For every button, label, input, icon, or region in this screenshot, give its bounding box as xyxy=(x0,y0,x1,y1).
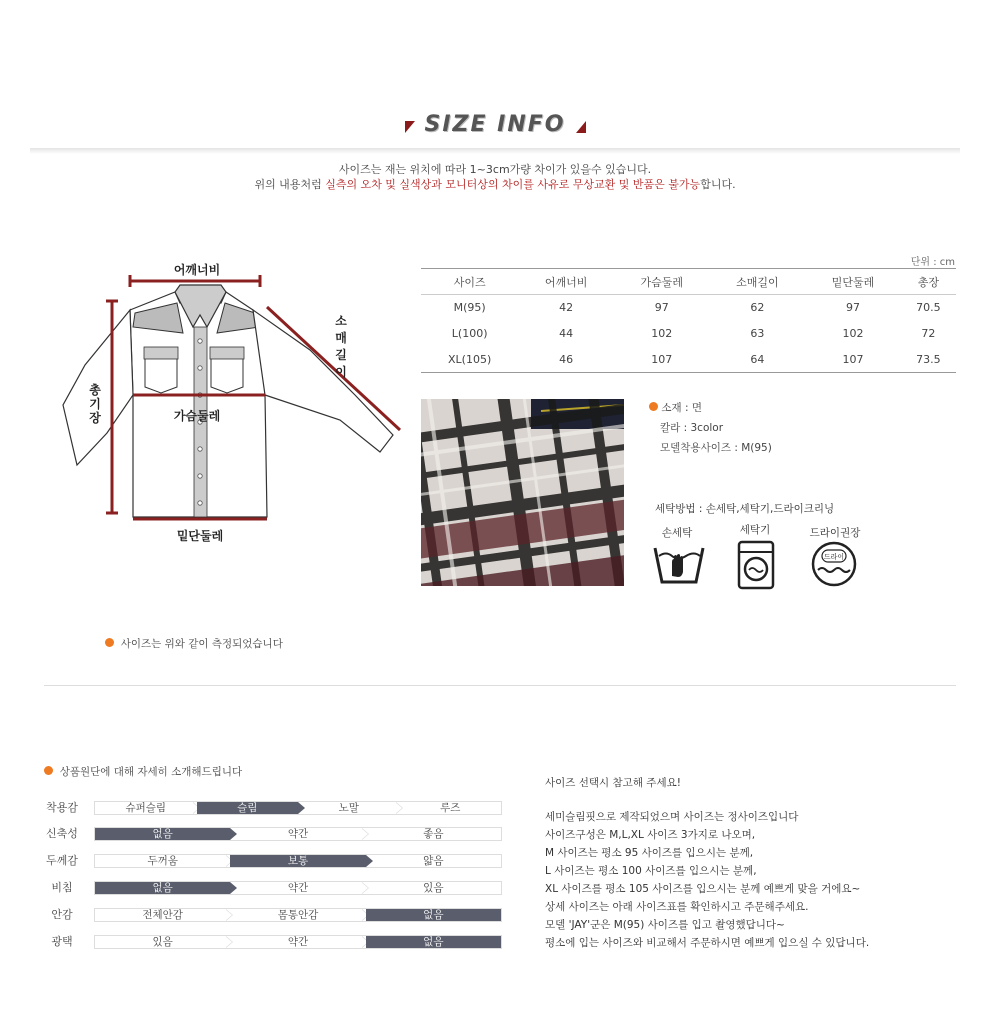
material-fabric-text: 소재 : 면 xyxy=(661,402,702,414)
fabric-closeup-image xyxy=(421,399,624,586)
svg-text:이: 이 xyxy=(335,365,347,379)
property-scale-bar xyxy=(94,801,502,815)
material-color: 칼라 : 3color xyxy=(660,422,724,434)
title-left-triangle-icon xyxy=(405,121,415,133)
table-cell: 107 xyxy=(805,347,901,373)
table-cell: 102 xyxy=(842,327,864,340)
svg-text:매: 매 xyxy=(335,331,347,345)
property-scale-bar xyxy=(94,854,502,868)
property-option: 노말 xyxy=(338,802,359,814)
property-option: 약간 xyxy=(287,936,309,948)
notice-text-end: 합니다. xyxy=(700,178,736,191)
svg-text:길: 길 xyxy=(335,348,347,362)
wash-dry-label: 드라이권장 xyxy=(809,527,861,539)
sleeve-label xyxy=(335,314,347,379)
property-option: 있음 xyxy=(152,936,173,948)
fabric-properties-title-text: 상품원단에 대해 자세히 소개해드립니다 xyxy=(59,766,243,778)
notice-warning-text: 실측의 오차 및 실색상과 모니터상의 차이를 사유로 무상교환 및 반품은 불가능 xyxy=(325,178,701,191)
wash-machine-label: 세탁기 xyxy=(739,524,771,536)
property-option-selected: 없음 xyxy=(95,828,230,840)
table-cell: 70.5 xyxy=(916,301,941,315)
table-cell: L(100) xyxy=(451,327,488,340)
property-row xyxy=(44,800,504,816)
size-table xyxy=(421,268,956,373)
hand-wash-icon xyxy=(652,542,706,588)
property-option-selected: 보통 xyxy=(230,855,365,867)
description-line: XL 사이즈를 평소 105 사이즈를 입으시는 분께 예쁘게 맞을 거에요~ xyxy=(545,883,861,895)
shirt-pocket-flap-left xyxy=(144,347,178,359)
property-option: 얇음 xyxy=(423,855,444,867)
property-option: 두꺼움 xyxy=(147,855,178,867)
property-scale-bar xyxy=(94,881,502,895)
property-option: 좋음 xyxy=(423,828,444,840)
property-option: 전체안감 xyxy=(142,909,183,921)
description-line: 세미슬림핏으로 제작되었으며 사이즈는 정사이즈입니다 xyxy=(545,811,799,823)
orange-bullet-icon xyxy=(649,402,658,411)
property-option: 있음 xyxy=(423,882,444,894)
property-scale-bar xyxy=(94,908,502,922)
property-option-selected: 없음 xyxy=(95,882,230,894)
size-notice-line2 xyxy=(0,176,990,192)
table-cell: 72 xyxy=(921,327,936,340)
table-cell: 44 xyxy=(559,327,574,340)
property-option-selected: 없음 xyxy=(366,909,501,921)
property-option: 약간 xyxy=(287,882,309,894)
title-right-triangle-icon xyxy=(576,121,586,133)
property-option-selected: 없음 xyxy=(366,936,501,948)
table-cell: M(95) xyxy=(453,301,486,315)
table-cell: 42 xyxy=(559,301,574,315)
shoulder-label: 어깨너비 xyxy=(173,263,221,277)
header-hem: 밑단둘레 xyxy=(805,269,901,295)
measure-note-text: 사이즈는 위와 같이 측정되었습니다 xyxy=(120,638,283,650)
description-line: 사이즈구성은 M,L,XL 사이즈 3가지로 나오며, xyxy=(545,829,756,841)
table-cell: 64 xyxy=(710,347,806,373)
description-line: L 사이즈는 평소 100 사이즈를 입으시는 분께, xyxy=(545,865,757,877)
table-row xyxy=(421,321,956,347)
svg-text:장: 장 xyxy=(89,411,101,425)
header-size: 사이즈 xyxy=(421,269,518,295)
header-shoulder: 어깨너비 xyxy=(518,269,614,295)
wash-method-title: 세탁방법 : 손세탁,세탁기,드라이크리닝 xyxy=(655,503,835,515)
property-row xyxy=(44,880,504,896)
section-divider xyxy=(44,685,956,686)
property-option: 약간 xyxy=(287,828,309,840)
svg-text:기: 기 xyxy=(89,397,101,411)
description-body xyxy=(545,808,869,952)
property-option: 슈퍼슬림 xyxy=(125,802,167,814)
fabric-properties-title xyxy=(44,764,242,779)
table-cell: 63 xyxy=(750,327,765,340)
description-line: 상세 사이즈는 아래 사이즈표를 확인하시고 주문해주세요. xyxy=(545,901,809,913)
table-cell: 73.5 xyxy=(901,347,956,373)
header-length: 총장 xyxy=(901,269,956,295)
section-title xyxy=(0,112,990,137)
table-cell: 62 xyxy=(750,301,765,315)
table-row xyxy=(421,347,956,373)
orange-bullet-icon xyxy=(44,766,53,775)
property-row xyxy=(44,907,504,923)
chest-label: 가슴둘레 xyxy=(173,409,221,423)
header-sleeve: 소매길이 xyxy=(710,269,806,295)
property-option-selected: 슬림 xyxy=(197,802,299,814)
material-model-size: 모델착용사이즈 : M(95) xyxy=(660,442,772,454)
property-label: 비침 xyxy=(51,881,73,894)
property-row xyxy=(44,826,504,842)
shirt-right-sleeve xyxy=(253,310,393,452)
wash-hand-label: 손세탁 xyxy=(661,527,693,539)
property-label: 신축성 xyxy=(46,827,78,840)
property-scale-bar xyxy=(94,827,502,841)
dry-icon-text: 드라이 xyxy=(823,553,845,561)
property-option: 루즈 xyxy=(440,802,461,814)
notice-text: 위의 내용처럼 xyxy=(254,178,326,191)
table-cell: XL(105) xyxy=(421,347,518,373)
shirt-pocket-flap-right xyxy=(210,347,244,359)
property-label: 두께감 xyxy=(46,854,78,867)
property-label: 광택 xyxy=(51,935,73,948)
header-chest: 가슴둘레 xyxy=(614,269,710,295)
svg-text:소: 소 xyxy=(335,314,347,328)
size-info-title: SIZE INFO xyxy=(424,112,566,137)
table-cell: 97 xyxy=(654,301,669,315)
table-cell: 46 xyxy=(518,347,614,373)
orange-bullet-icon xyxy=(105,638,114,647)
description-heading: 사이즈 선택시 참고해 주세요! xyxy=(545,777,681,789)
property-label: 안감 xyxy=(51,908,73,921)
table-cell: 107 xyxy=(614,347,710,373)
property-scale-bar xyxy=(94,935,502,949)
property-option: 몸통안감 xyxy=(277,909,319,921)
table-cell: 102 xyxy=(651,327,673,340)
size-table-header-row xyxy=(421,269,956,295)
description-line: 평소에 입는 사이즈와 비교해서 주문하시면 예쁘게 입으실 수 있답니다. xyxy=(545,937,870,949)
measure-note xyxy=(105,636,283,651)
washing-machine-icon xyxy=(737,540,775,590)
shirt-measurement-diagram xyxy=(55,255,415,555)
property-row xyxy=(44,853,504,869)
unit-label: 단위 : cm xyxy=(910,257,955,268)
total-length-label xyxy=(89,382,101,425)
property-label: 착용감 xyxy=(46,801,78,814)
property-row xyxy=(44,934,504,950)
table-row xyxy=(421,295,956,321)
hem-label: 밑단둘레 xyxy=(176,529,224,543)
table-cell: 97 xyxy=(846,301,861,315)
description-line: M 사이즈는 평소 95 사이즈를 입으시는 분께, xyxy=(545,847,754,859)
title-underline xyxy=(30,148,960,154)
size-notice-line1: 사이즈는 재는 위치에 따라 1~3cm가량 차이가 있을수 있습니다. xyxy=(338,163,652,176)
material-fabric xyxy=(649,400,702,415)
description-line: 모델 'JAY'군은 M(95) 사이즈를 입고 촬영했답니다~ xyxy=(545,919,785,931)
dry-clean-icon xyxy=(810,540,858,588)
svg-text:총: 총 xyxy=(89,383,101,397)
